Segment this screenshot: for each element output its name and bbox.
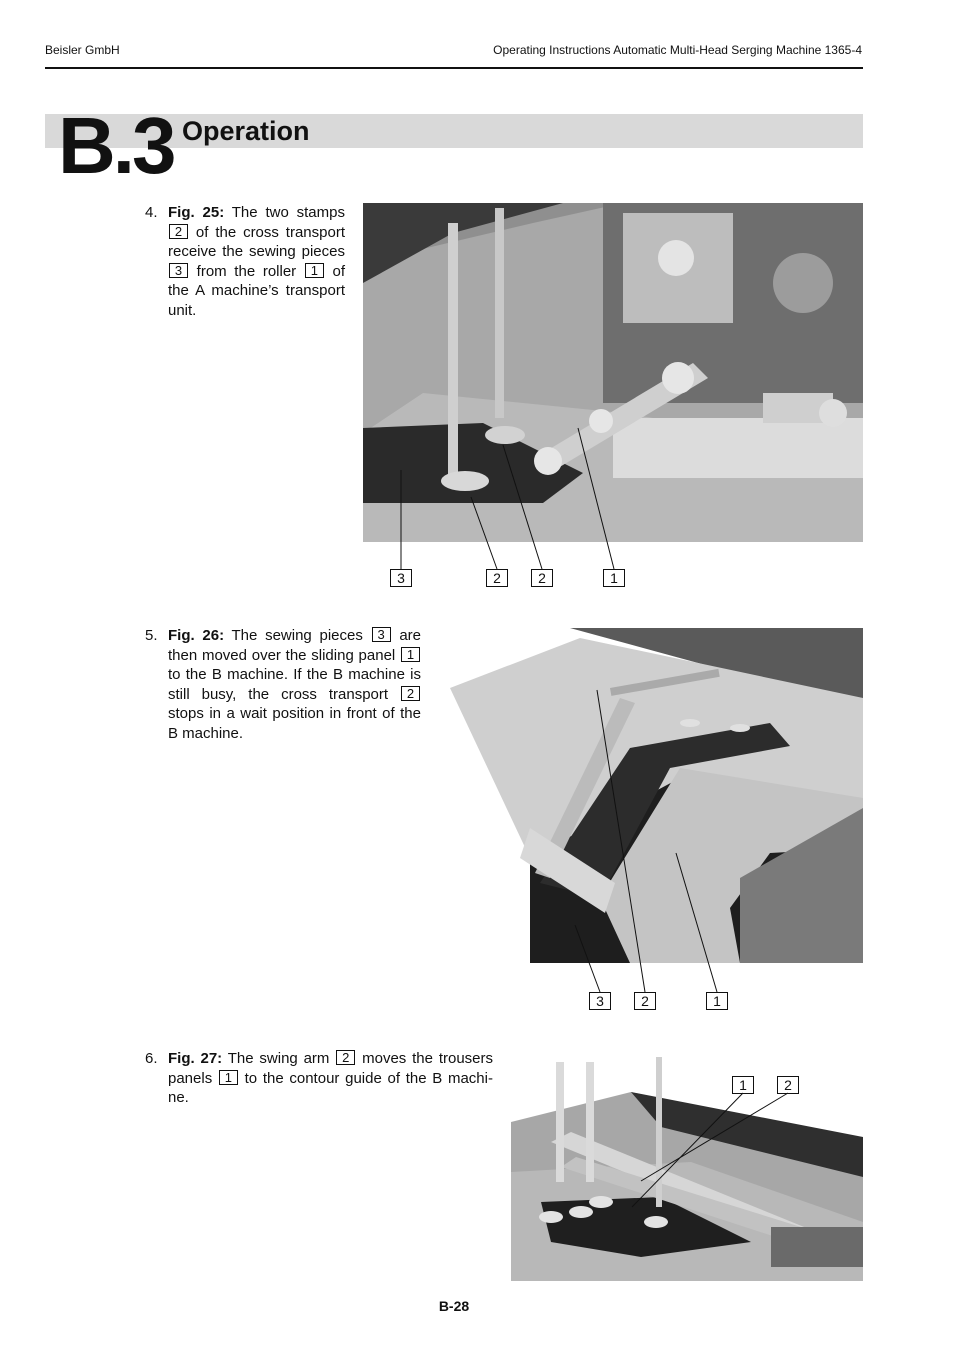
figure-27-illustration xyxy=(511,1052,863,1281)
item-reference-box: 1 xyxy=(305,263,324,278)
callout-label: 2 xyxy=(777,1076,799,1094)
figure-25-photo xyxy=(363,203,863,542)
item-reference-box: 1 xyxy=(219,1070,238,1085)
callout-label: 3 xyxy=(589,992,611,1010)
step-number: 6. xyxy=(145,1050,158,1067)
section-number: B.3 xyxy=(58,101,174,190)
header-document-title: Operating Instructions Automatic Multi-Head Serging Machine 1365-4 xyxy=(493,43,862,57)
figure-27-photo xyxy=(511,1052,863,1281)
item-reference-box: 2 xyxy=(336,1050,355,1065)
header-company: Beisler GmbH xyxy=(45,43,120,57)
callout-label: 2 xyxy=(531,569,553,587)
figure-reference: Fig. 25: xyxy=(168,204,225,221)
step-text: Fig. 27: The swing arm 2 moves the trousers panels 1 to the contour guide of the B machi-ne. xyxy=(168,1050,494,1106)
callout-label: 1 xyxy=(706,992,728,1010)
header-divider xyxy=(45,67,863,69)
step-text: Fig. 25: The two stamps 2 of the cross transport receive the sewing pieces 3 from the roller 1 of the A machine’s transport unit. xyxy=(168,204,345,319)
item-reference-box: 3 xyxy=(372,627,391,642)
figure-26-illustration xyxy=(440,628,863,963)
callout-label: 2 xyxy=(634,992,656,1010)
callout-label: 1 xyxy=(732,1076,754,1094)
page-number: B-28 xyxy=(438,1298,470,1314)
figure-reference: Fig. 27: xyxy=(168,1050,223,1067)
callout-label: 1 xyxy=(603,569,625,587)
callout-label: 2 xyxy=(486,569,508,587)
callout-label: 3 xyxy=(390,569,412,587)
figure-26-photo xyxy=(440,628,863,963)
figure-reference: Fig. 26: xyxy=(168,627,225,644)
step-number: 5. xyxy=(145,627,158,644)
figure-25-illustration xyxy=(363,203,863,542)
step-text: Fig. 26: The sewing pieces 3 are then moved over the sliding panel 1 to the B machine. If the B machine is still busy, the cross transport 2 stops in a wait position in front of the B machine. xyxy=(168,627,422,742)
item-reference-box: 2 xyxy=(169,224,188,239)
item-reference-box: 1 xyxy=(401,647,420,662)
step-number: 4. xyxy=(145,204,158,221)
item-reference-box: 2 xyxy=(401,686,420,701)
item-reference-box: 3 xyxy=(169,263,188,278)
section-title: Operation xyxy=(182,116,310,146)
